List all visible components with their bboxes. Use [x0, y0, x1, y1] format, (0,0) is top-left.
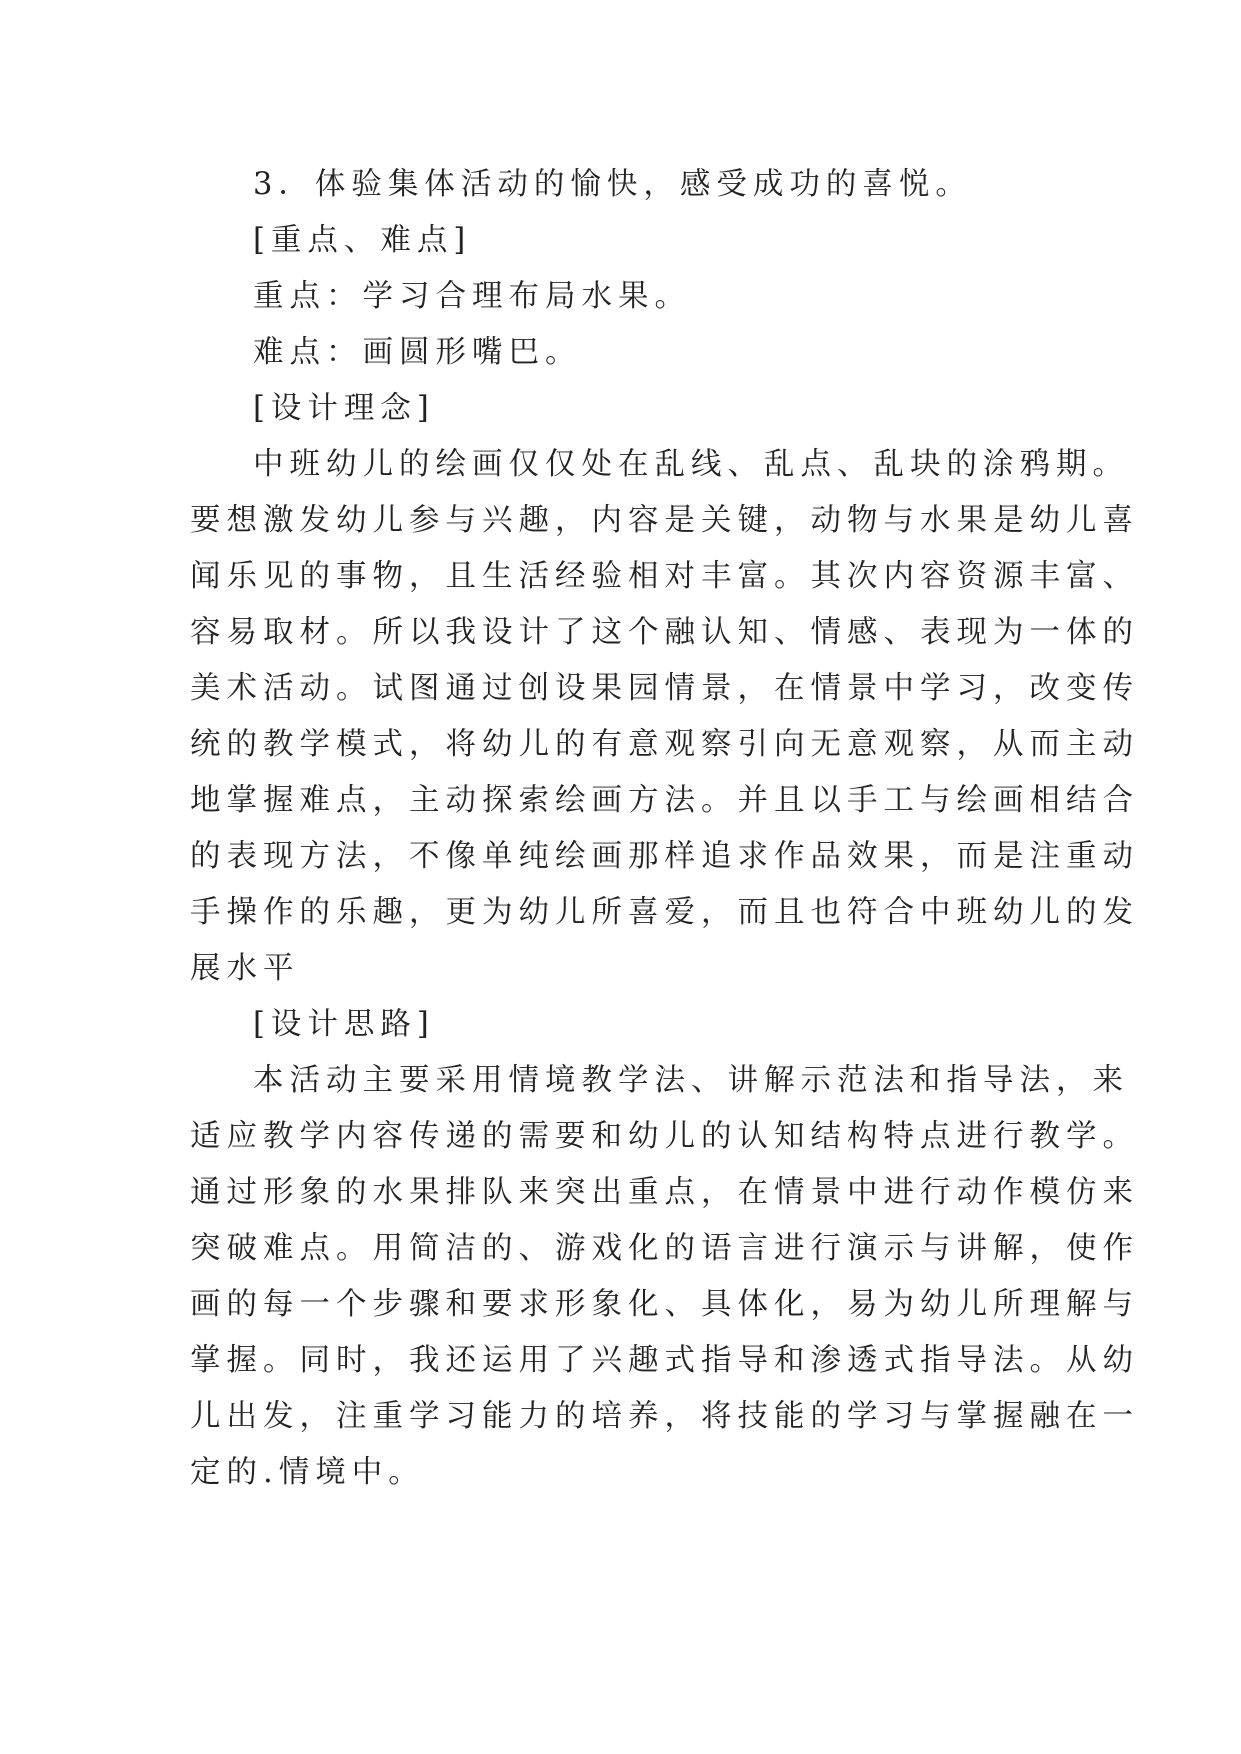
- section-heading-design-idea: [设计思路]: [253, 1007, 435, 1042]
- paragraph-line: 统的教学模式，将幼儿的有意观察引向无意观察，从而主动: [190, 727, 1139, 762]
- paragraph-line: 画的每一个步骤和要求形象化、具体化，易为幼儿所理解与: [190, 1287, 1139, 1322]
- paragraph-line: 的表现方法，不像单纯绘画那样追求作品效果，而是注重动: [190, 839, 1139, 874]
- section-heading-design-concept: [设计理念]: [253, 391, 435, 426]
- paragraph-line: 闻乐见的事物，且生活经验相对丰富。其次内容资源丰富、: [190, 559, 1139, 594]
- paragraph-line: 掌握。同时，我还运用了兴趣式指导和渗透式指导法。从幼: [190, 1343, 1139, 1378]
- paragraph-line: 中班幼儿的绘画仅仅处在乱线、乱点、乱块的涂鸦期。: [253, 447, 1129, 482]
- paragraph-line: 本活动主要采用情境教学法、讲解示范法和指导法，来: [253, 1063, 1129, 1098]
- difficulty-text: 难点：画圆形嘴巴。: [253, 335, 582, 370]
- key-point-text: 重点：学习合理布局水果。: [253, 279, 691, 314]
- paragraph-line: 要想激发幼儿参与兴趣，内容是关键，动物与水果是幼儿喜: [190, 503, 1139, 538]
- paragraph-line: 手操作的乐趣，更为幼儿所喜爱，而且也符合中班幼儿的发: [190, 895, 1139, 930]
- paragraph-line: 通过形象的水果排队来突出重点，在情景中进行动作模仿来: [190, 1175, 1139, 1210]
- section-heading-key-points: [重点、难点]: [253, 223, 472, 258]
- paragraph-line: 展水平: [190, 951, 300, 986]
- paragraph-line: 地掌握难点，主动探索绘画方法。并且以手工与绘画相结合: [190, 783, 1139, 818]
- paragraph-line: 美术活动。试图通过创设果园情景，在情景中学习，改变传: [190, 671, 1139, 706]
- paragraph-line: 定的.情境中。: [190, 1455, 425, 1490]
- paragraph-line: 突破难点。用简洁的、游戏化的语言进行演示与讲解，使作: [190, 1231, 1139, 1266]
- objective-3: 3．体验集体活动的愉快，感受成功的喜悦。: [253, 167, 972, 202]
- paragraph-line: 儿出发，注重学习能力的培养，将技能的学习与掌握融在一: [190, 1399, 1139, 1434]
- paragraph-line: 容易取材。所以我设计了这个融认知、情感、表现为一体的: [190, 615, 1139, 650]
- paragraph-line: 适应教学内容传递的需要和幼儿的认知结构特点进行教学。: [190, 1119, 1139, 1154]
